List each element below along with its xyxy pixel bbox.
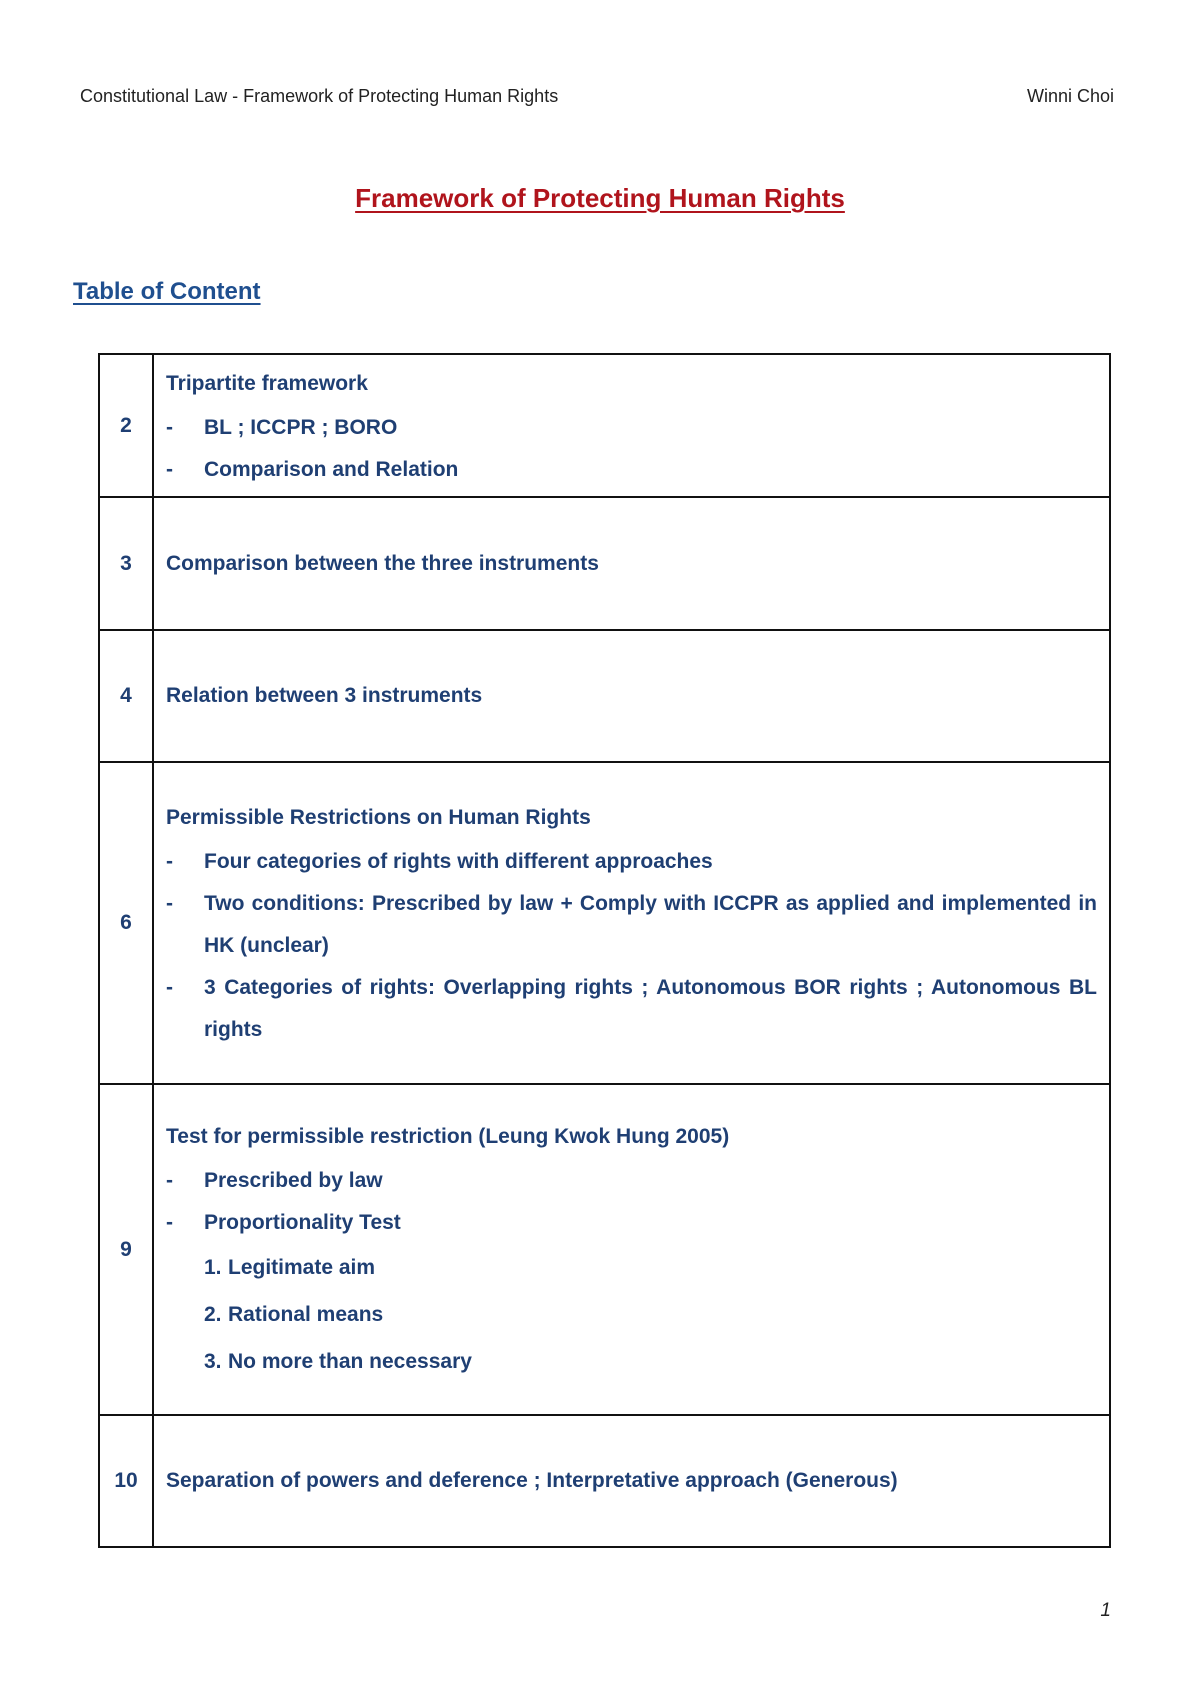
- toc-page-number: 4: [99, 630, 153, 762]
- bullet-dash: -: [166, 457, 173, 481]
- toc-row: [99, 762, 1110, 1084]
- header-course-title: Constitutional Law - Framework of Protecting Human Rights: [80, 86, 559, 106]
- toc-row: [99, 497, 1110, 630]
- toc-entry: [153, 1415, 1110, 1547]
- toc-entry-heading: Tripartite framework: [166, 371, 368, 395]
- toc-bullet: - Four categories of rights with different approaches: [166, 841, 1097, 883]
- bullet-dash: -: [166, 1169, 173, 1192]
- toc-entry-heading: Relation between 3 instruments: [166, 684, 483, 707]
- bullet-dash: -: [166, 415, 173, 439]
- toc-bullet: - BL ; ICCPR ; BORO: [166, 407, 1097, 449]
- toc-entry-heading: Test for permissible restriction (Leung Kwok Hung 2005): [166, 1125, 730, 1148]
- toc-entry: [153, 630, 1110, 762]
- toc-entry: [153, 762, 1110, 1084]
- page-number: 1: [1100, 1600, 1111, 1621]
- toc-page-number: 9: [99, 1084, 153, 1415]
- toc-heading: Table of Content: [73, 278, 261, 305]
- toc-entry: [153, 1084, 1110, 1415]
- toc-entry-heading: Comparison between the three instruments: [166, 551, 599, 575]
- toc-bullet: - Comparison and Relation: [166, 449, 1097, 491]
- header-author: Winni Choi: [1026, 86, 1114, 106]
- bullet-dash: -: [166, 1211, 173, 1234]
- toc-entry: [153, 497, 1110, 630]
- toc-bullet: - Proportionality Test: [166, 1202, 1097, 1244]
- toc-numbered-item: 1. Legitimate aim: [204, 1256, 376, 1279]
- bullet-dash: -: [166, 976, 173, 999]
- page-header: [80, 86, 1114, 112]
- toc-entry-heading: Separation of powers and deference ; Interpretative approach (Generous): [166, 1469, 898, 1492]
- toc-entry-heading: Permissible Restrictions on Human Rights: [166, 806, 591, 829]
- toc-row: [99, 1415, 1110, 1547]
- toc-page-number: 2: [99, 354, 153, 497]
- toc-table: [98, 353, 1111, 1548]
- toc-numbered-item: 3. No more than necessary: [204, 1350, 472, 1373]
- toc-bullet: - Prescribed by law: [166, 1160, 1097, 1202]
- bullet-dash: -: [166, 850, 173, 873]
- toc-entry: [153, 354, 1110, 497]
- toc-row: [99, 630, 1110, 762]
- toc-page-number: 10: [99, 1415, 153, 1547]
- bullet-dash: -: [166, 892, 173, 915]
- toc-row: [99, 1084, 1110, 1415]
- toc-bullet: - Two conditions: Prescribed by law + Comply with ICCPR as applied and implemented in HK (unclear): [166, 883, 1097, 967]
- toc-row: [99, 354, 1110, 497]
- toc-page-number: 3: [99, 497, 153, 630]
- toc-bullet: - 3 Categories of rights: Overlapping rights ; Autonomous BOR rights ; Autonomous BL rights: [166, 967, 1097, 1051]
- toc-page-number: 6: [99, 762, 153, 1084]
- document-title: Framework of Protecting Human Rights: [355, 183, 845, 213]
- toc-numbered-item: 2. Rational means: [204, 1303, 384, 1326]
